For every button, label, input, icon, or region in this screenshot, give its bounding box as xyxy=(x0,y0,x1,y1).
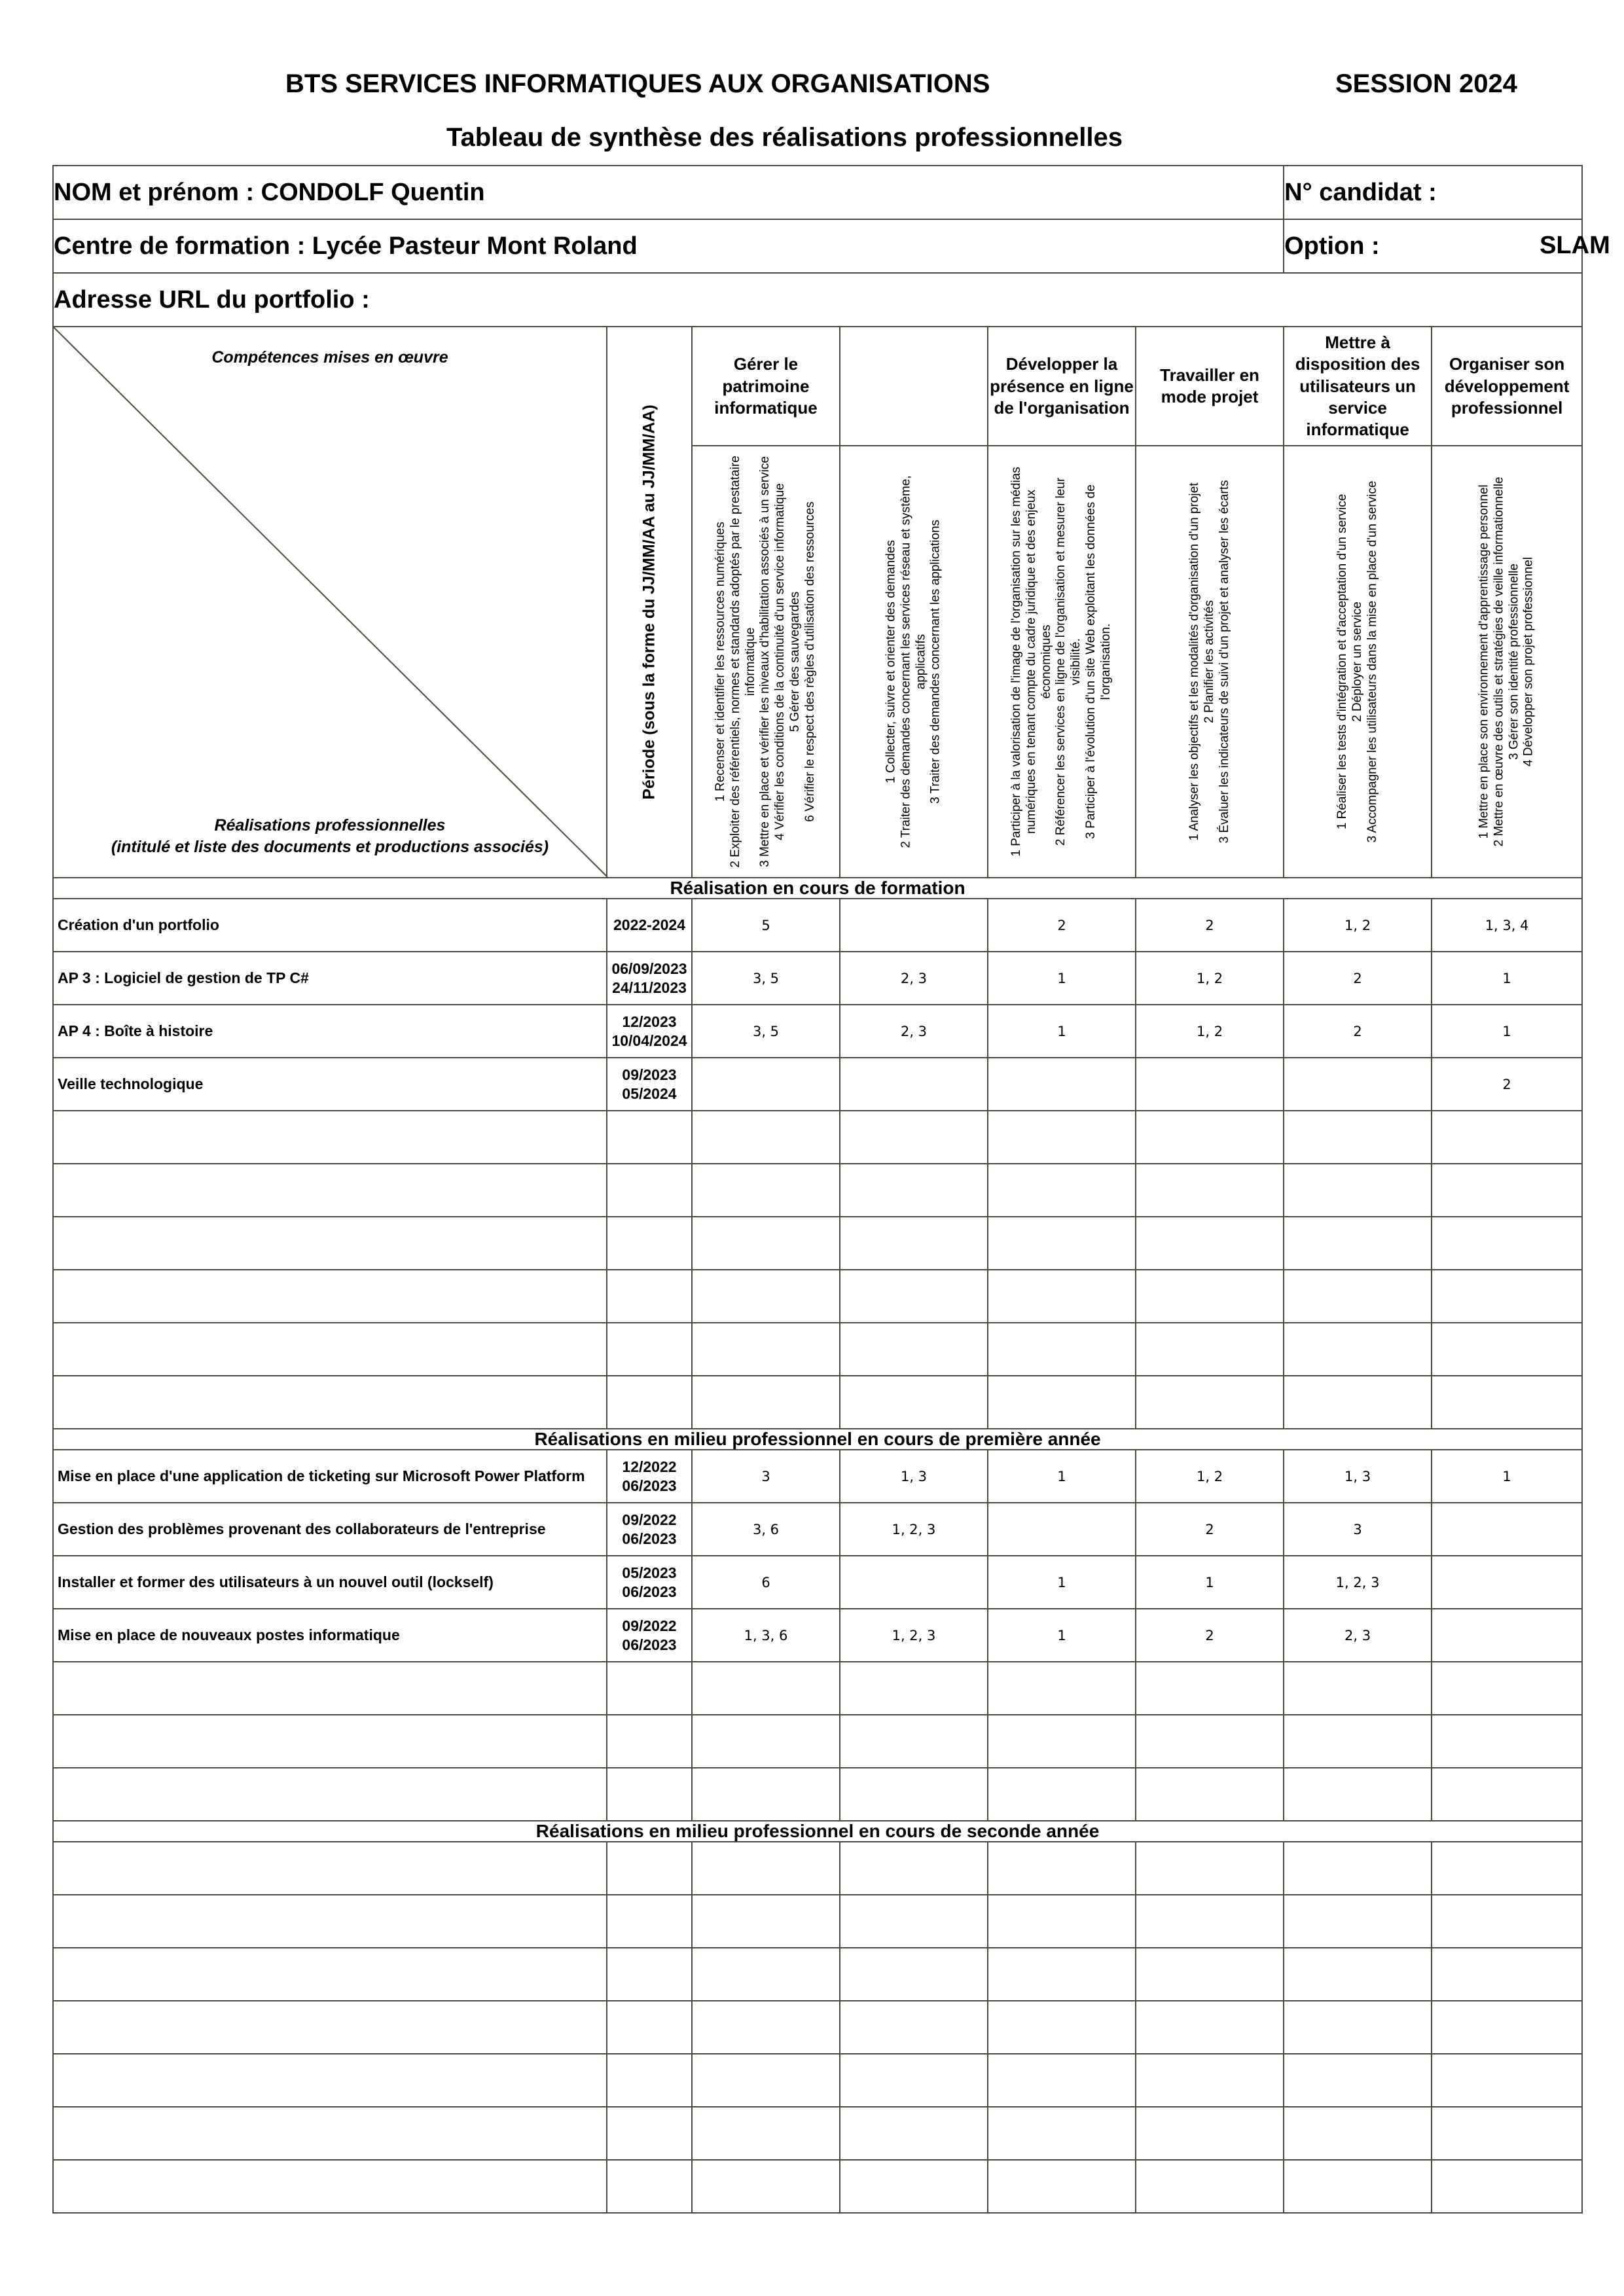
competence-value-4 xyxy=(1284,1111,1432,1164)
group-title-3: Travailler en mode projet xyxy=(1136,327,1284,446)
period-line: 06/2023 xyxy=(622,1636,677,1653)
table-row xyxy=(53,1217,1582,1270)
competence-value-0: 3 xyxy=(692,1450,840,1503)
competence-value-5 xyxy=(1432,1323,1582,1376)
competence-item: 1 Participer à la valorisation de l'image de l'organisation sur les médias numériques en tenant compte du cadre juridique et des enjeux économiques xyxy=(1009,467,1053,857)
table-row xyxy=(53,1556,1582,1609)
group-title-4: Mettre à disposition des utilisateurs un service informatique xyxy=(1284,327,1432,446)
competence-value-0 xyxy=(692,1895,840,1948)
competence-value-1 xyxy=(840,1768,988,1821)
realisation-label xyxy=(53,1768,607,1821)
competence-value-5 xyxy=(1432,2001,1582,2054)
table-row xyxy=(53,2054,1582,2107)
competence-value-4 xyxy=(1284,1323,1432,1376)
table-row xyxy=(53,1058,1582,1111)
competence-value-2 xyxy=(988,1895,1136,1948)
realisation-label xyxy=(53,1662,607,1715)
competence-list-2 xyxy=(988,446,1136,878)
realisation-label xyxy=(53,2107,607,2160)
competence-value-0 xyxy=(692,1948,840,2001)
competence-value-4: 3 xyxy=(1284,1503,1432,1556)
competence-value-4: 1, 2 xyxy=(1284,899,1432,952)
document-subtitle: Tableau de synthèse des réalisations professionnelles xyxy=(446,123,1123,152)
competence-value-2 xyxy=(988,1768,1136,1821)
competence-value-5 xyxy=(1432,1842,1582,1895)
competence-value-4: 1, 2, 3 xyxy=(1284,1556,1432,1609)
competence-list-1 xyxy=(840,446,988,878)
period-cell xyxy=(607,1895,692,1948)
competence-item: 2 Déployer un service xyxy=(1350,601,1364,723)
competence-item: 1 Recenser et identifier les ressources numériques xyxy=(713,522,728,802)
competence-item: 3 Accompagner les utilisateurs dans la mise en place d'un service xyxy=(1365,480,1379,843)
table-row xyxy=(53,2107,1582,2160)
period-cell xyxy=(607,1715,692,1768)
competence-value-5 xyxy=(1432,1164,1582,1217)
competence-value-2 xyxy=(988,2160,1136,2213)
competence-value-5: 1 xyxy=(1432,952,1582,1005)
periode-heading: Période (sous la forme du JJ/MM/AA au JJ/MM/AA) xyxy=(640,404,659,800)
competence-item: 2 Mettre en œuvre des outils et stratégies de veille informationnelle xyxy=(1492,476,1506,847)
period-cell xyxy=(607,899,692,952)
period-cell xyxy=(607,1842,692,1895)
competence-value-2 xyxy=(988,1715,1136,1768)
competence-value-2 xyxy=(988,1058,1136,1111)
competence-value-5 xyxy=(1432,1111,1582,1164)
realisation-label xyxy=(53,2160,607,2213)
competence-value-5 xyxy=(1432,1609,1582,1662)
competence-value-1 xyxy=(840,1111,988,1164)
group-title-2: Développer la présence en ligne de l'organisation xyxy=(988,327,1136,446)
competence-list-5 xyxy=(1432,446,1582,878)
realisation-label: AP 4 : Boîte à histoire xyxy=(53,1005,607,1058)
competence-value-5 xyxy=(1432,1768,1582,1821)
competence-value-2: 1 xyxy=(988,1005,1136,1058)
realisation-label xyxy=(53,2001,607,2054)
table-row xyxy=(53,1450,1582,1503)
competence-value-5 xyxy=(1432,1503,1582,1556)
group-title-1 xyxy=(840,327,988,446)
competence-value-0 xyxy=(692,1217,840,1270)
realisation-label xyxy=(53,1164,607,1217)
period-cell xyxy=(607,1323,692,1376)
competence-value-1 xyxy=(840,1842,988,1895)
competence-value-4: 2 xyxy=(1284,952,1432,1005)
period-line: 2022-2024 xyxy=(613,916,685,934)
competence-value-0: 6 xyxy=(692,1556,840,1609)
competence-value-0 xyxy=(692,1270,840,1323)
period-cell xyxy=(607,1217,692,1270)
competence-value-0: 3, 5 xyxy=(692,1005,840,1058)
competence-value-2 xyxy=(988,1164,1136,1217)
competence-value-0 xyxy=(692,1376,840,1429)
competence-value-2 xyxy=(988,1376,1136,1429)
competences-heading: Compétences mises en œuvre xyxy=(211,348,448,367)
table-row xyxy=(53,1609,1582,1662)
competence-value-1: 2, 3 xyxy=(840,952,988,1005)
session-label: SESSION 2024 xyxy=(1335,69,1517,98)
table-row xyxy=(53,1111,1582,1164)
period-cell xyxy=(607,1503,692,1556)
competence-value-5 xyxy=(1432,1556,1582,1609)
period-cell xyxy=(607,2160,692,2213)
competence-value-5 xyxy=(1432,1895,1582,1948)
realisation-label xyxy=(53,1217,607,1270)
competence-item: 1 Mettre en place son environnement d'apprentissage personnel xyxy=(1477,484,1491,839)
table-row xyxy=(53,1842,1582,1895)
period-line: 10/04/2024 xyxy=(611,1031,687,1049)
competence-value-1 xyxy=(840,2107,988,2160)
competence-value-3 xyxy=(1136,1164,1284,1217)
realisation-label: Mise en place de nouveaux postes informatique xyxy=(53,1609,607,1662)
competence-value-0 xyxy=(692,1768,840,1821)
period-line: 09/2022 xyxy=(622,1617,677,1634)
table-row xyxy=(53,1376,1582,1429)
competence-value-5 xyxy=(1432,1662,1582,1715)
competence-value-0 xyxy=(692,1111,840,1164)
realisation-label: Gestion des problèmes provenant des collaborateurs de l'entreprise xyxy=(53,1503,607,1556)
realisation-label: AP 3 : Logiciel de gestion de TP C# xyxy=(53,952,607,1005)
competence-item: 2 Traiter des demandes concernant les services réseau et système, applicatifs xyxy=(899,475,928,848)
competence-item: 1 Réaliser les tests d'intégration et d'acceptation d'un service xyxy=(1335,493,1349,830)
competence-value-2: 1 xyxy=(988,1450,1136,1503)
table-row xyxy=(53,952,1582,1005)
portfolio-url-field: Adresse URL du portfolio : xyxy=(53,273,1582,327)
competence-value-4 xyxy=(1284,2054,1432,2107)
competence-list-3 xyxy=(1136,446,1284,878)
realisations-heading: Réalisations professionnelles (intitulé et liste des documents et productions associés) xyxy=(111,816,549,856)
realisation-label: Installer et former des utilisateurs à un nouvel outil (lockself) xyxy=(53,1556,607,1609)
competence-value-4 xyxy=(1284,2160,1432,2213)
period-cell xyxy=(607,1662,692,1715)
competence-value-4: 2, 3 xyxy=(1284,1609,1432,1662)
candidate-number-field: N° candidat : xyxy=(1284,166,1582,219)
competence-value-3 xyxy=(1136,1895,1284,1948)
competence-value-3 xyxy=(1136,1715,1284,1768)
table-row xyxy=(53,1715,1582,1768)
competence-value-2 xyxy=(988,1842,1136,1895)
period-line: 12/2022 xyxy=(622,1458,677,1475)
periode-header-cell xyxy=(607,327,692,878)
competence-value-3 xyxy=(1136,2001,1284,2054)
competence-value-2: 1 xyxy=(988,1556,1136,1609)
competence-value-4 xyxy=(1284,1768,1432,1821)
competence-value-1: 1, 2, 3 xyxy=(840,1503,988,1556)
period-cell xyxy=(607,1768,692,1821)
competence-value-2 xyxy=(988,1948,1136,2001)
competence-value-1 xyxy=(840,1948,988,2001)
competence-value-3: 1 xyxy=(1136,1556,1284,1609)
competence-value-2 xyxy=(988,1323,1136,1376)
competence-value-1 xyxy=(840,899,988,952)
period-cell xyxy=(607,1450,692,1503)
competence-value-3: 2 xyxy=(1136,899,1284,952)
competence-value-3: 2 xyxy=(1136,1609,1284,1662)
period-cell xyxy=(607,1058,692,1111)
option-field xyxy=(1284,219,1610,273)
competence-value-0 xyxy=(692,2054,840,2107)
competence-value-1 xyxy=(840,1662,988,1715)
competence-value-4 xyxy=(1284,1842,1432,1895)
period-line: 24/11/2023 xyxy=(612,978,687,996)
competence-item: 6 Vérifier le respect des règles d'utilisation des ressources xyxy=(803,501,817,822)
competence-value-5 xyxy=(1432,2054,1582,2107)
competence-value-0: 3, 6 xyxy=(692,1503,840,1556)
table-row xyxy=(53,1270,1582,1323)
competence-value-1 xyxy=(840,1556,988,1609)
table-row xyxy=(53,1005,1582,1058)
period-line: 06/2023 xyxy=(622,1477,677,1494)
period-cell xyxy=(607,1164,692,1217)
competence-value-4 xyxy=(1284,1270,1432,1323)
competence-value-4 xyxy=(1284,2001,1432,2054)
period-line: 06/09/2023 xyxy=(611,960,687,977)
competence-value-4 xyxy=(1284,1058,1432,1111)
realisation-label: Veille technologique xyxy=(53,1058,607,1111)
competence-value-0: 5 xyxy=(692,899,840,952)
option-label: Option : xyxy=(1284,232,1380,260)
competence-value-2: 1 xyxy=(988,952,1136,1005)
realisation-label xyxy=(53,2054,607,2107)
competence-value-5: 1 xyxy=(1432,1005,1582,1058)
competence-value-4: 1, 3 xyxy=(1284,1450,1432,1503)
competence-value-1: 1, 3 xyxy=(840,1450,988,1503)
competence-item: 3 Mettre en place et vérifier les niveaux d'habilitation associés à un service xyxy=(758,456,772,868)
competence-value-3 xyxy=(1136,2054,1284,2107)
competence-value-3: 1, 2 xyxy=(1136,1005,1284,1058)
section-title: Réalisations en milieu professionnel en cours de première année xyxy=(53,1429,1582,1450)
period-cell xyxy=(607,2107,692,2160)
group-title-5: Organiser son développement professionnel xyxy=(1432,327,1582,446)
competence-value-3 xyxy=(1136,1058,1284,1111)
competence-value-0 xyxy=(692,1662,840,1715)
competence-value-5: 1, 3, 4 xyxy=(1432,899,1582,952)
competence-value-4 xyxy=(1284,1376,1432,1429)
competence-value-2 xyxy=(988,2054,1136,2107)
period-line: 09/2022 xyxy=(622,1511,677,1528)
table-row xyxy=(53,1662,1582,1715)
document-title: BTS SERVICES INFORMATIQUES AUX ORGANISATIONS xyxy=(285,69,990,98)
competence-value-2 xyxy=(988,1662,1136,1715)
competence-value-4 xyxy=(1284,1895,1432,1948)
table-row xyxy=(53,1895,1582,1948)
competence-value-3 xyxy=(1136,1111,1284,1164)
competence-value-0: 1, 3, 6 xyxy=(692,1609,840,1662)
competence-value-3 xyxy=(1136,1217,1284,1270)
competence-value-1 xyxy=(840,1715,988,1768)
competence-value-4 xyxy=(1284,1662,1432,1715)
competence-item: 3 Participer à l'évolution d'un site Web exploitant les données de l'organisation. xyxy=(1084,484,1113,839)
competence-value-0 xyxy=(692,2107,840,2160)
competence-value-3 xyxy=(1136,1270,1284,1323)
competence-value-1 xyxy=(840,1217,988,1270)
period-cell xyxy=(607,1270,692,1323)
section-title: Réalisation en cours de formation xyxy=(53,878,1582,899)
table-row xyxy=(53,899,1582,952)
competence-item: 3 Gérer son identité professionnelle xyxy=(1507,564,1521,761)
option-value: SLAM xyxy=(1540,232,1610,259)
period-cell xyxy=(607,2001,692,2054)
table-row xyxy=(53,2001,1582,2054)
period-line: 09/2023 xyxy=(622,1066,677,1083)
realisation-label xyxy=(53,1323,607,1376)
realisation-label xyxy=(53,1111,607,1164)
competence-value-0 xyxy=(692,2160,840,2213)
competence-value-0 xyxy=(692,2001,840,2054)
competence-value-1 xyxy=(840,1323,988,1376)
training-center-field: Centre de formation : Lycée Pasteur Mont Roland xyxy=(53,219,1284,273)
competence-value-3 xyxy=(1136,2160,1284,2213)
competence-value-3 xyxy=(1136,1323,1284,1376)
competence-item: 3 Traiter des demandes concernant les applications xyxy=(928,520,943,804)
competence-value-2 xyxy=(988,2107,1136,2160)
competence-value-0 xyxy=(692,1058,840,1111)
synthesis-table xyxy=(52,165,1610,2214)
competence-value-1: 2, 3 xyxy=(840,1005,988,1058)
competence-value-0 xyxy=(692,1323,840,1376)
competence-item: 1 Analyser les objectifs et les modalités d'organisation d'un projet xyxy=(1187,482,1201,841)
competence-value-3: 1, 2 xyxy=(1136,952,1284,1005)
realisation-label xyxy=(53,1948,607,2001)
period-cell xyxy=(607,1556,692,1609)
period-line: 06/2023 xyxy=(622,1530,677,1547)
competence-value-3 xyxy=(1136,1842,1284,1895)
competence-value-1 xyxy=(840,1058,988,1111)
competence-value-2: 1 xyxy=(988,1609,1136,1662)
competence-value-1 xyxy=(840,2054,988,2107)
table-row xyxy=(53,1948,1582,2001)
competence-item: 2 Planifier les activités xyxy=(1202,600,1216,724)
competence-item: 3 Évaluer les indicateurs de suivi d'un projet et analyser les écarts xyxy=(1217,480,1231,844)
competence-item: 4 Vérifier les conditions de la continuité d'un service informatique xyxy=(773,483,787,840)
competence-value-5 xyxy=(1432,1217,1582,1270)
competence-value-1 xyxy=(840,1376,988,1429)
period-cell xyxy=(607,1609,692,1662)
competence-value-5 xyxy=(1432,1376,1582,1429)
realisation-label xyxy=(53,1270,607,1323)
competence-value-4 xyxy=(1284,2107,1432,2160)
period-cell xyxy=(607,2054,692,2107)
competence-value-3 xyxy=(1136,1768,1284,1821)
competence-value-5: 1 xyxy=(1432,1450,1582,1503)
competence-value-5: 2 xyxy=(1432,1058,1582,1111)
competence-value-1 xyxy=(840,1164,988,1217)
realisation-label xyxy=(53,1376,607,1429)
competence-value-2 xyxy=(988,1503,1136,1556)
table-row xyxy=(53,1768,1582,1821)
competence-item: 2 Exploiter des référentiels, normes et standards adoptés par le prestataire informatique xyxy=(729,456,757,868)
competence-value-0 xyxy=(692,1715,840,1768)
period-cell xyxy=(607,1005,692,1058)
competence-value-2 xyxy=(988,1270,1136,1323)
realisation-label xyxy=(53,1842,607,1895)
table-row xyxy=(53,1503,1582,1556)
competence-value-5 xyxy=(1432,1948,1582,2001)
realisation-label xyxy=(53,1895,607,1948)
competence-list-0 xyxy=(692,446,840,878)
table-row xyxy=(53,2160,1582,2213)
competence-value-3 xyxy=(1136,1376,1284,1429)
competence-value-1: 1, 2, 3 xyxy=(840,1609,988,1662)
name-field: NOM et prénom : CONDOLF Quentin xyxy=(53,166,1284,219)
realisation-label xyxy=(53,1715,607,1768)
period-line: 05/2024 xyxy=(622,1085,677,1102)
competence-value-0: 3, 5 xyxy=(692,952,840,1005)
competence-value-2 xyxy=(988,1217,1136,1270)
competence-value-4: 2 xyxy=(1284,1005,1432,1058)
competence-value-0 xyxy=(692,1164,840,1217)
realisation-label: Mise en place d'une application de ticketing sur Microsoft Power Platform xyxy=(53,1450,607,1503)
competence-value-4 xyxy=(1284,1164,1432,1217)
competence-value-1 xyxy=(840,2001,988,2054)
competence-value-3: 1, 2 xyxy=(1136,1450,1284,1503)
competence-value-5 xyxy=(1432,2160,1582,2213)
competence-value-2 xyxy=(988,2001,1136,2054)
table-row xyxy=(53,1323,1582,1376)
competence-value-0 xyxy=(692,1842,840,1895)
competence-value-3 xyxy=(1136,2107,1284,2160)
competence-value-3 xyxy=(1136,1948,1284,2001)
period-line: 12/2023 xyxy=(622,1013,677,1030)
competence-value-4 xyxy=(1284,1948,1432,2001)
competence-value-1 xyxy=(840,1270,988,1323)
realisation-label: Création d'un portfolio xyxy=(53,899,607,952)
diagonal-header-cell xyxy=(53,327,607,878)
competence-value-5 xyxy=(1432,1270,1582,1323)
competence-list-4 xyxy=(1284,446,1432,878)
competence-value-3 xyxy=(1136,1662,1284,1715)
competence-value-4 xyxy=(1284,1217,1432,1270)
table-row xyxy=(53,1164,1582,1217)
competence-value-4 xyxy=(1284,1715,1432,1768)
competence-value-2: 2 xyxy=(988,899,1136,952)
competence-item: 4 Développer son projet professionnel xyxy=(1521,557,1536,767)
competence-value-5 xyxy=(1432,2107,1582,2160)
competence-value-1 xyxy=(840,1895,988,1948)
competence-item: 1 Collecter, suivre et orienter des demandes xyxy=(884,540,898,784)
period-cell xyxy=(607,952,692,1005)
period-line: 06/2023 xyxy=(622,1583,677,1600)
period-line: 05/2023 xyxy=(622,1564,677,1581)
period-cell xyxy=(607,1111,692,1164)
period-cell xyxy=(607,1948,692,2001)
competence-value-3: 2 xyxy=(1136,1503,1284,1556)
competence-value-5 xyxy=(1432,1715,1582,1768)
section-title: Réalisations en milieu professionnel en cours de seconde année xyxy=(53,1821,1582,1842)
diagonal-divider xyxy=(54,327,607,877)
competence-value-1 xyxy=(840,2160,988,2213)
competence-item: 5 Gérer des sauvegardes xyxy=(788,592,803,732)
period-cell xyxy=(607,1376,692,1429)
competence-value-2 xyxy=(988,1111,1136,1164)
group-title-0: Gérer le patrimoine informatique xyxy=(692,327,840,446)
competence-item: 2 Référencer les services en ligne de l'organisation et mesurer leur visibilité. xyxy=(1054,478,1083,846)
